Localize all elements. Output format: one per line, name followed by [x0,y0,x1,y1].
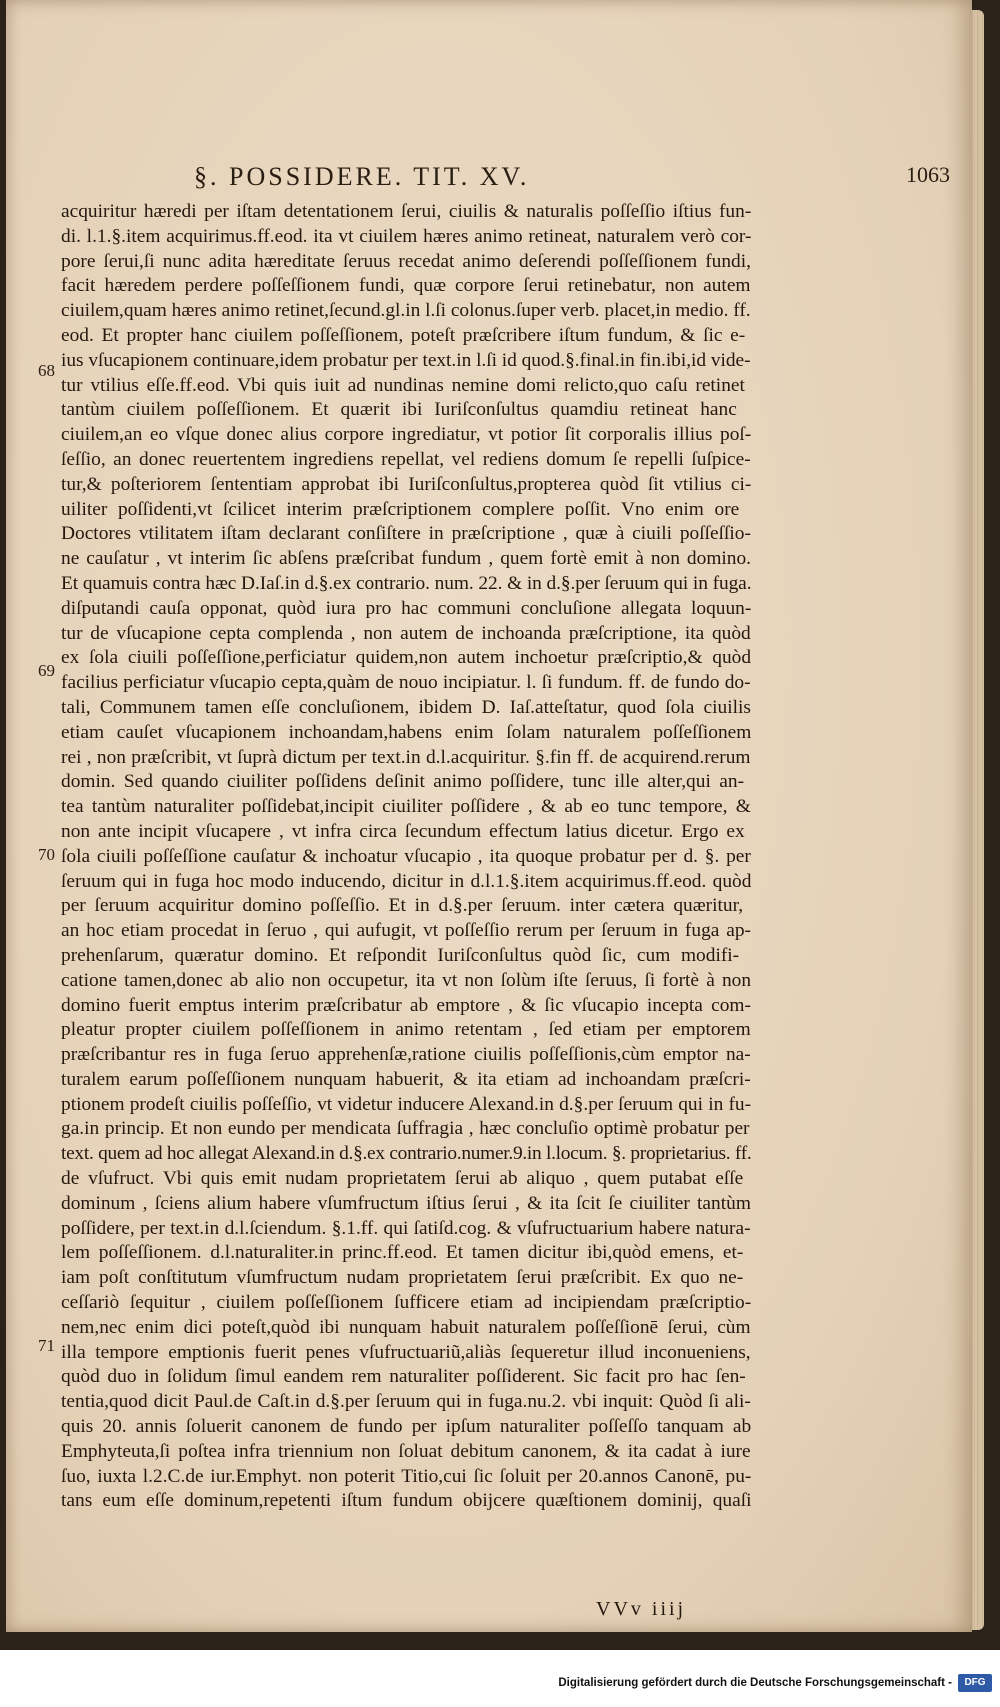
text-line: non ante incipit vſucapere , vt infra circa ſecundum effectum latius dicetur. Ergo ex [61,820,745,842]
text-line: pleatur propter ciuilem poſſeſſionem in animo retentam , ſed etiam per emptorem [61,1019,751,1041]
running-title: §. POSSIDERE. TIT. XV. [194,162,530,191]
text-line: tentia,quod dicit Paul.de Caſt.in d.§.per ſeruum qui in fuga.nu.2. vbi inquit: Quòd ſi ali- [61,1391,751,1413]
margin-number: 71 [38,1336,55,1355]
text-line: domino fuerit emptus interim præſcribatur ab emptore , & ſic vſucapio incepta com- [61,994,751,1016]
text-line: quis 20. annis ſoluerit canonem de fundo per ipſum naturaliter poſſeſſo tanquam ab [61,1416,751,1438]
text-line: tur vtilius eſſe.ff.eod. Vbi quis iuit ad nundinas nemine domi relicto,quo caſu retinet [61,374,745,396]
digitization-credit: Digitalisierung gefördert durch die Deutsche Forschungsgemeinschaft - [558,1677,952,1689]
margin-number: 69 [38,661,55,680]
text-line: iam poſt conſtitutum vſumfructum nudam proprietatem ſerui præſcribit. Ex quo ne- [61,1267,744,1289]
text-line: domin. Sed quando ciuiliter poſſidens deſinit animo poſſidere, tunc ille alter,qui an- [61,771,745,793]
book-page [6,0,972,1632]
margin-number: 70 [38,845,55,864]
text-line: facilius perficiatur vſucapio cepta,quàm de nouo incipiatur. l. ſi fundum. ff. de fundo do- [61,672,751,694]
text-line: tali, Communem tamen eſſe concluſionem, ibidem D. Iaſ.atteſtatur, quod ſola ciuilis [61,696,751,718]
text-line: catione tamen,donec ab alio non occupetur, ita vt non ſolùm iſte ſeruus, ſi fortè à non [61,969,751,991]
text-line: uiliter poſſidenti,vt ſcilicet interim præſcriptionem complere poſſit. Vno enim ore [61,498,740,520]
text-line: lem poſſeſſionem. d.l.naturaliter.in princ.ff.eod. Et tamen dicitur ibi,quòd emens, et- [61,1242,744,1264]
text-line: ceſſariò ſequitur , ciuilem poſſeſſionem ſufficere etiam ad incipiendam præſcriptio- [61,1292,751,1314]
text-line: text. quem ad hoc allegat Alexand.in d.§.ex contrario.numer.9.in l.locum. §. proprietarius. ff. [61,1143,751,1165]
dfg-logo-icon: DFG [958,1674,992,1692]
page-header [6,162,972,202]
text-line: tur,& poſteriorem ſententiam approbat ibi Iuriſconſultus,propterea quòd ſit vtilius ci- [61,473,751,495]
text-line: ſeſſio, an donec reuertentem ingrediens repellat, vel rediens domum ſe repelli ſuſpice- [61,448,751,470]
text-line: di. l.1.§.item acquirimus.ff.eod. ita vt ciuilem hæres animo retineat, naturalem verò cor- [61,225,751,247]
text-line: tans eum eſſe dominum,repetenti iſtum fundum obijcere quæſtionem dominij, quaſi [61,1490,751,1512]
body-text [61,200,751,1514]
text-line: per ſeruum acquiritur domino poſſeſſio. Et in d.§.per ſeruum. inter cætera quæritur, [61,895,744,917]
text-line: ſola ciuili poſſeſſione cauſatur & inchoatur vſucapio , ita quoque probatur per d. §. per [61,845,751,867]
text-line: ſeruum qui in fuga hoc modo inducendo, dicitur in d.l.1.§.item acquirimus.ff.eod. quòd [61,870,751,892]
text-line: dominum , ſciens alium habere vſumfructum iſtius ſerui , & ita ſcit ſe ciuiliter tantùm [61,1192,751,1214]
text-line: ex ſola ciuili poſſeſſione,perficiatur quidem,non autem inchoetur præſcriptio,& quòd [61,647,751,669]
text-line: poſſidere, per text.in d.l.ſciendum. §.1.ff. qui ſatiſd.cog. & vſufructuarium habere natura- [61,1217,751,1239]
text-line: Emphyteuta,ſi poſtea infra triennium non ſoluat debitum canonem, & ita cadat à iure [61,1440,751,1462]
text-line: ga.in princip. Et non eundo per mendicata ſuffragia , hæc concluſio optimè probatur per [61,1118,750,1140]
text-line: acquiritur hæredi per iſtam detentationem ſerui, ciuilis & naturalis poſſeſſio iſtius fun- [61,201,751,222]
text-line: tantùm ciuilem poſſeſſionem. Et quærit ibi Iuriſconſultus quamdiu retineat hanc [61,399,737,421]
text-line: pore ſerui,ſi nunc adita hæreditate ſeruus recedat animo deſerendi poſſeſſionem fundi, [61,250,751,272]
text-line: facit hæredem perdere poſſeſſionem fundi, quæ corpore ſerui retinebatur, non autem [61,275,751,297]
text-line: tea tantùm naturaliter poſſidebat,incipit ciuiliter poſſidere , & ab eo tunc tempore, & [61,796,751,818]
page-number: 1063 [906,162,950,187]
footer-bar [0,1650,1000,1707]
text-line: ciuilem,an eo vſque donec alius corpore ingrediatur, vt potior ſit corporalis illius poſ- [61,424,751,446]
text-line: ne cauſatur , vt interim ſic abſens præſcribat fundum , quem fortè emit à non domino. [61,548,751,570]
text-line: nem,nec enim dici poteſt,quòd ibi nunquam habuit naturalem poſſeſſionē ſerui, cùm [61,1316,751,1338]
text-line: de vſufruct. Vbi quis emit nudam proprietatem ſerui ab aliquo , quem putabat eſſe [61,1168,744,1190]
text-line: illa tempore emptionis fuerit penes vſufructuariũ,aliàs ſequeretur illud inconueniens, [61,1341,751,1363]
text-line: ciuilem,quam hæres animo retinet,ſecund.gl.in l.ſi colonus.ſuper verb. placet,in medio. ff. [61,300,751,322]
signature-mark: VVv iiij [596,1598,687,1620]
text-line: quòd duo in ſolidum ſimul eandem rem naturaliter poſſiderent. Sic facit pro hac ſen- [61,1366,746,1388]
text-line: præſcribantur res in fuga ſeruo apprehenſæ,ratione ciuilis poſſeſſionis,cùm emptor na- [61,1044,751,1066]
text-line: eod. Et propter hanc ciuilem poſſeſſionem, poteſt præſcribere iſtum fundum, & ſic e- [61,324,746,346]
text-line: diſputandi cauſa opponat, quòd iura pro hac communi concluſione allegata loquun- [61,597,751,619]
text-line: ſuo, iuxta l.2.C.de iur.Emphyt. non poterit Titio,cui ſic ſoluit per 20.annos Canonē, pu- [61,1465,751,1487]
text-line: turalem earum poſſeſſionem nunquam habuerit, & ita etiam ad inchoandam præſcri- [61,1068,751,1090]
text-line: tur de vſucapione cepta complenda , non autem de inchoanda præſcriptione, ita quòd [61,622,751,644]
text-line: an hoc etiam procedat in ſeruo , qui aufugit, vt poſſeſſio rerum per ſeruum in fuga ap- [61,920,751,942]
text-line: rei , non præſcribit, vt ſuprà dictum per text.in d.l.acquiritur. §.fin ff. de acquirend.rerum [61,746,751,768]
text-line: Et quamuis contra hæc D.Iaſ.in d.§.ex contrario. num. 22. & in d.§.per ſeruum qui in fuga. [61,572,751,594]
margin-number: 68 [38,361,55,380]
text-line: etiam cauſet vſucapionem inchoandam,habens enim ſolam naturalem poſſeſſionem [61,721,751,743]
text-line: prehenſarum, quæratur domino. Et reſpondit Iuriſconſultus quòd ſic, cum modifi- [61,944,740,966]
text-line: ptionem prodeſt ciuilis poſſeſſio, vt videtur inducere Alexand.in d.§.per ſeruum qui in fu- [61,1093,751,1115]
text-line: Doctores vtilitatem iſtam declarant conſiſtere in præſcriptione , quæ à ciuili poſſeſſio- [61,523,751,545]
text-line: ius vſucapionem continuare,idem probatur per text.in l.ſi id quod.§.final.in fin.ibi,id vide- [61,349,751,371]
